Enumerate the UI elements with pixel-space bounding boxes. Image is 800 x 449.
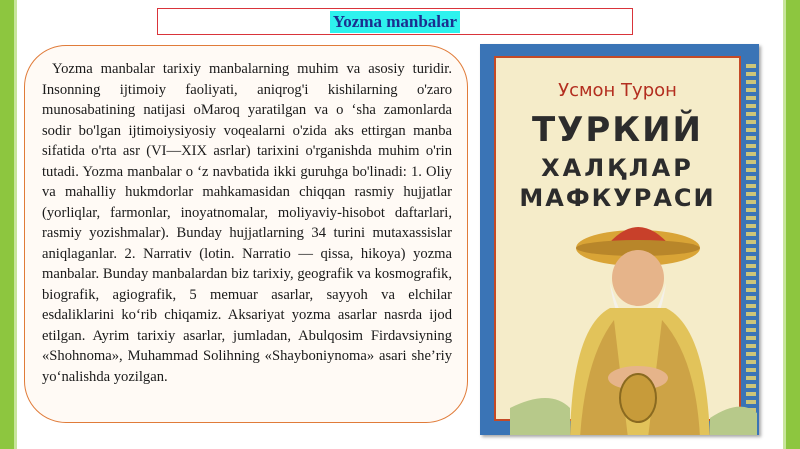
text-box xyxy=(24,45,468,423)
slide-title: Yozma manbalar xyxy=(330,11,460,33)
book-author: Усмон Турон xyxy=(558,80,677,101)
book-cover-image xyxy=(480,44,759,435)
book-title-line-3: МАФКУРАСИ xyxy=(519,184,716,212)
body-paragraph: Yozma manbalar tarixiy manbalarning muhim va asosiy turidir. Insonning ijtimoiy faoliyati, aniqrog'i kishilarning o'zaro munosabatining natijasi oMaroq yaratilgan va o ‘sha zamonlarda sodir bo'lgan ijtimoiysiyosiy voqealarni o'zida aks ettirgan manba sifatida o'rta asr (VI—XIX asrlar) tarixini o'rganishda muhim o'rin tutadi. Yozma manbalar o ‘z navbatida ikki guruhga bo'linadi: 1. Oliy va mahalliy hukmdorlar mahkamasidan chiqqan rasmiy hujjatlar (yorliqlar, farmonlar, inoyatnomalar, moliyaviy-hisobot daftarlari, rasmiy yozishmalar). Bunday hujjatlarning 34 turini mutaxassislar aniqlaganlar. 2. Narrativ (lotin. Narratio — qissa, hikoya) yozma manbalar. Bunday manbalardan biz tarixiy, geografik va kosmografik, biografik, agiografik, 5 memuar asarlar, sayyoh va elchilar esdaliklarini ko‘rib chiqamiz. Aksariyat yozma asarlar nasrda ijod etilgan. Ayrim tarixiy asarlar, jumladan, Abulqosim Firdavsiyning «Shohnoma», Muhammad Solihning «Shayboniynoma» asari she’riy yo‘nalishda yozilgan. xyxy=(42,61,452,385)
cover-frame xyxy=(494,56,741,421)
elder-figure-illustration xyxy=(510,208,757,435)
left-stripe-accent xyxy=(14,0,17,449)
left-green-stripe xyxy=(0,0,14,449)
book-title-line-1: ТУРКИЙ xyxy=(531,110,704,150)
right-green-stripe xyxy=(786,0,800,449)
slide-title-box xyxy=(157,8,633,35)
book-title-line-2: ХАЛҚЛАР xyxy=(541,154,694,182)
right-stripe-accent xyxy=(783,0,786,449)
